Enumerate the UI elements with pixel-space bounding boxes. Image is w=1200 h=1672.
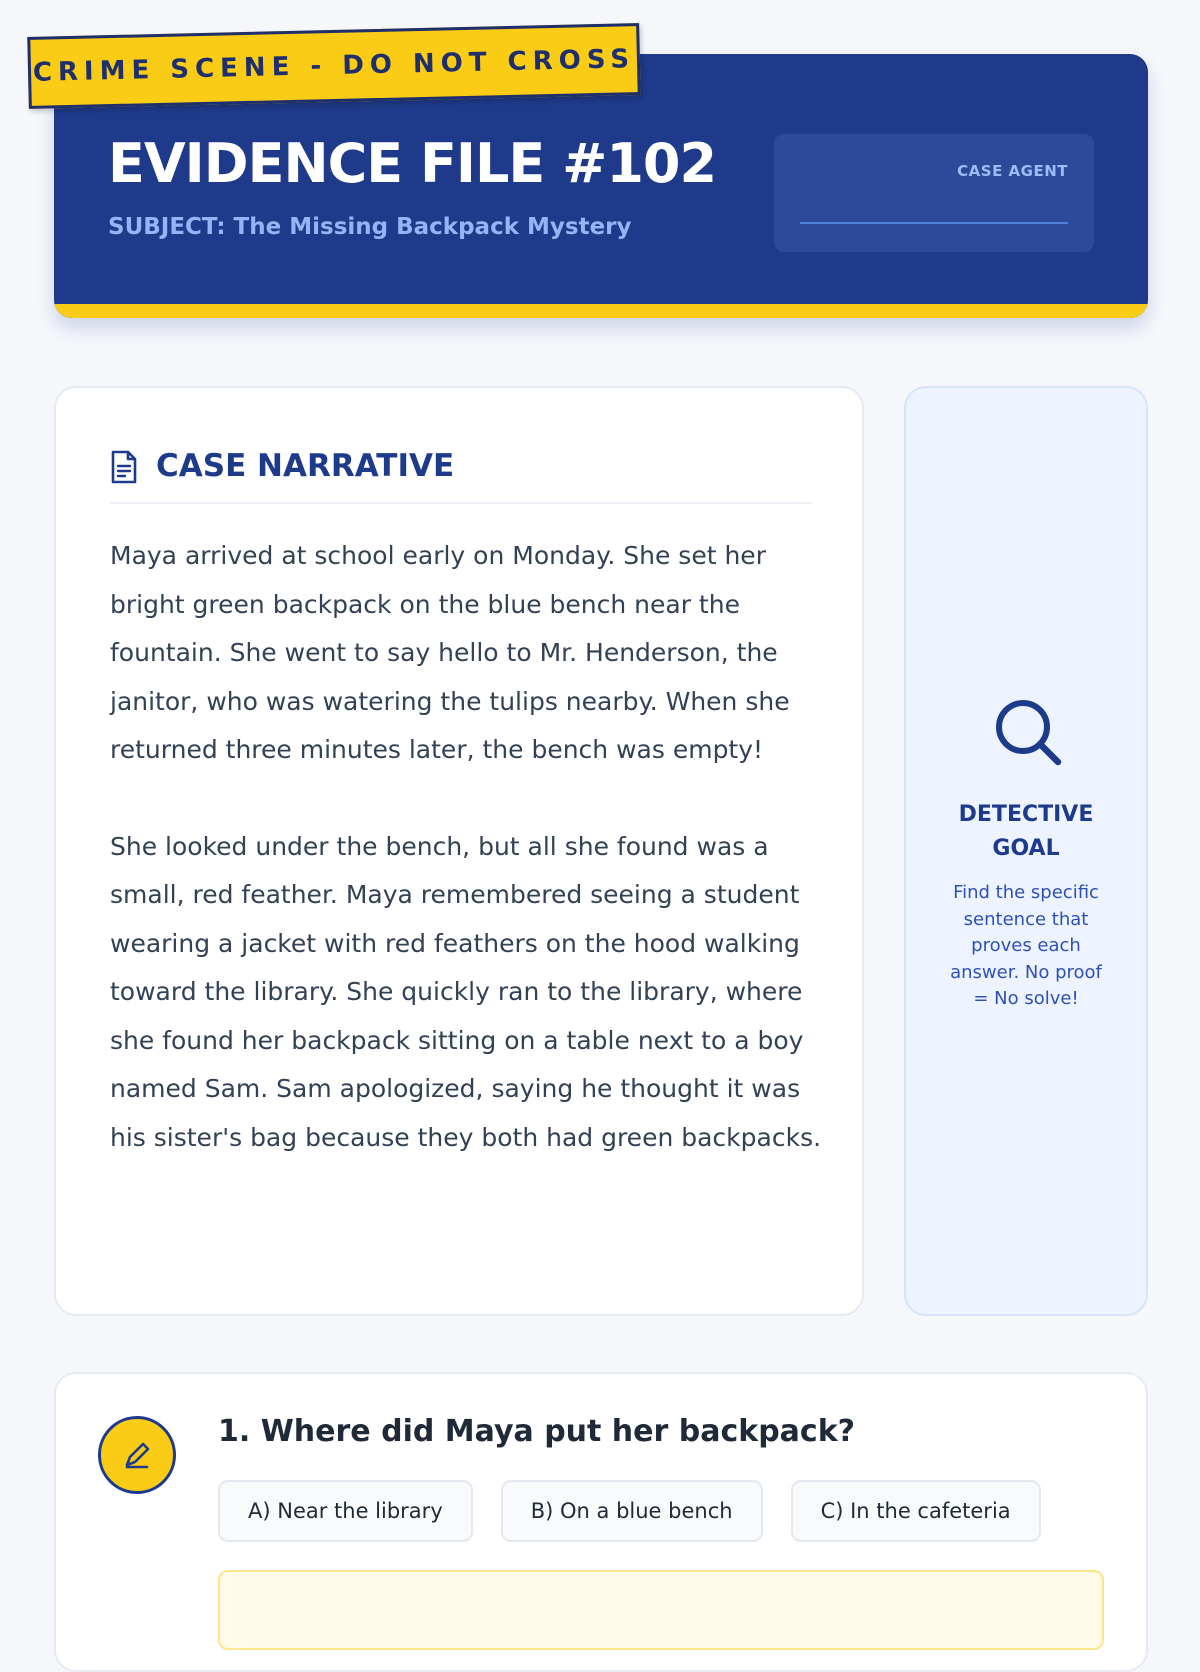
document-icon (110, 450, 138, 484)
file-subject: SUBJECT: The Missing Backpack Mystery (108, 214, 632, 240)
detective-goal-card (904, 386, 1148, 1316)
detective-goal-text: Find the specific sentence that proves each answer. No proof = No solve! (950, 882, 1102, 1009)
magnifying-glass-icon (992, 696, 1064, 768)
header-accent-strip (54, 304, 1148, 318)
crime-scene-tape-text: CRIME SCENE - DO NOT CROSS (32, 44, 636, 88)
narrative-paragraph: Maya arrived at school early on Monday. She set her bright green backpack on the blue bench near the fountain. She went to say hello to Mr. Henderson, the janitor, who was watering the tulips nearby. When she returned three minutes later, the bench was empty! (110, 541, 790, 764)
case-narrative-card (54, 386, 864, 1316)
answer-options (218, 1480, 1041, 1542)
case-agent-box (774, 134, 1094, 252)
pencil-icon (117, 1435, 157, 1475)
answer-option-c[interactable]: C) In the cafeteria (791, 1480, 1041, 1542)
case-narrative-title: CASE NARRATIVE (156, 448, 455, 484)
proof-highlight-box[interactable] (218, 1570, 1104, 1650)
case-narrative-header (110, 444, 812, 504)
answer-option-b[interactable]: B) On a blue bench (501, 1480, 763, 1542)
detective-goal-title: DETECTIVE GOAL (958, 802, 1094, 861)
file-title: EVIDENCE FILE #102 (108, 132, 717, 195)
question-card (54, 1372, 1148, 1672)
question-text: 1. Where did Maya put her backpack? (218, 1414, 856, 1449)
case-agent-label: CASE AGENT (957, 162, 1068, 180)
case-narrative-body (110, 532, 822, 1210)
answer-option-a[interactable]: A) Near the library (218, 1480, 473, 1542)
pencil-badge (98, 1416, 176, 1494)
case-agent-input-line[interactable] (800, 222, 1068, 224)
crime-scene-tape (27, 23, 640, 109)
narrative-paragraph: She looked under the bench, but all she found was a small, red feather. Maya remembered seeing a student wearing a jacket with red feathers on the hood walking toward the library. She quickly ran to the library, where she found her backpack sitting on a table next to a boy named Sam. Sam apologized, saying he thought it was his sister's bag because they both had green backpacks. (110, 831, 822, 1152)
